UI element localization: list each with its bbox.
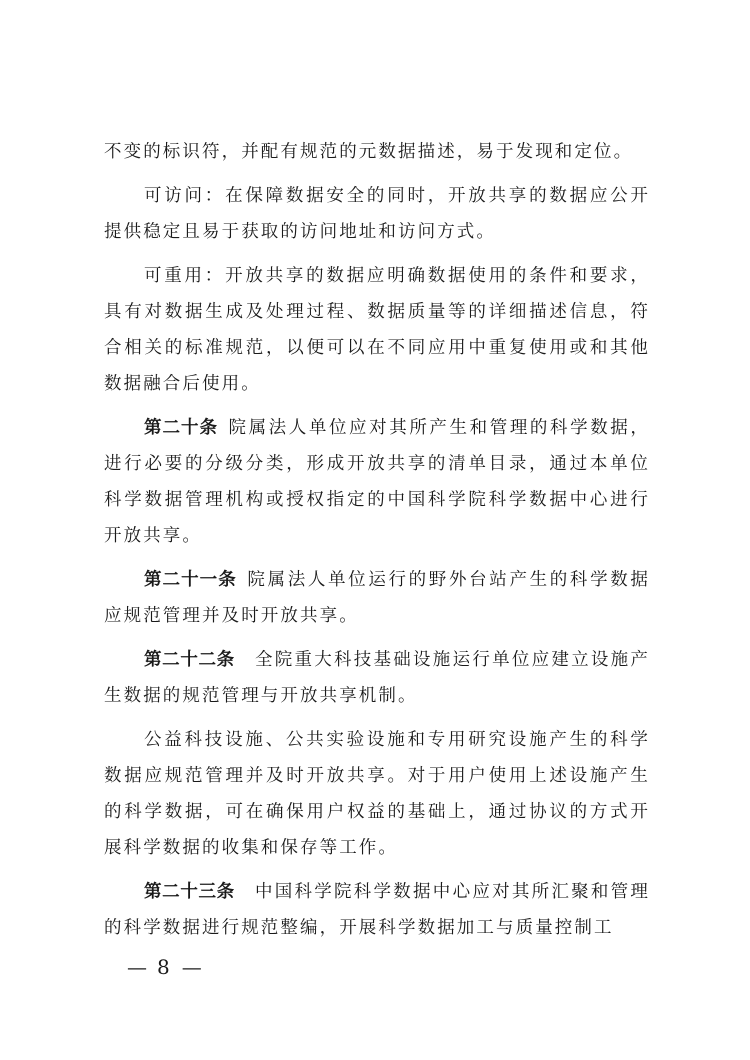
footer-dash-right: — (181, 955, 200, 979)
document-page (104, 134, 650, 954)
paragraph-text: 可重用：开放共享的数据应明确数据使用的条件和要求，具有对数据生成及处理过程、数据质量等的详细描述信息，符合相关的标准规范，以便可以在不同应用中重复使用或和其他数据融合后使用。 (104, 266, 650, 394)
article-21 (104, 562, 650, 634)
paragraph-text: 公益科技设施、公共实验设施和专用研究设施产生的科学数据应规范管理并及时开放共享。对于用户使用上述设施产生的科学数据，可在确保用户权益的基础上，通过协议的方式开展科学数据的收集和保存等工作。 (104, 730, 650, 858)
article-20 (104, 410, 650, 554)
footer-dash-left: — (127, 955, 145, 979)
article-text: 院属法人单位运行的野外台站产生的科学数据应规范管理并及时开放共享。 (104, 570, 651, 626)
paragraph-text: 不变的标识符，并配有规范的元数据描述，易于发现和定位。 (104, 142, 634, 162)
paragraph-reusable (104, 258, 650, 402)
page-number: 8 (157, 955, 170, 979)
article-text: 中国科学院科学数据中心应对其所汇聚和管理的科学数据进行规范整编，开展科学数据加工与质量控制工 (104, 882, 651, 938)
page-footer (127, 952, 200, 982)
article-text: 院属法人单位应对其所产生和管理的科学数据，进行必要的分级分类，形成开放共享的清单目录，通过本单位科学数据管理机构或授权指定的中国科学院科学数据中心进行开放共享。 (104, 418, 650, 546)
paragraph-public-facilities (104, 722, 650, 866)
article-number: 第二十条 (144, 418, 218, 438)
article-23 (104, 874, 650, 946)
article-number: 第二十二条 (144, 650, 235, 670)
article-number: 第二十一条 (144, 570, 237, 590)
article-number: 第二十三条 (144, 882, 235, 902)
paragraph-text: 可访问：在保障数据安全的同时，开放共享的数据应公开提供稳定且易于获取的访问地址和访问方式。 (104, 186, 650, 242)
paragraph-accessible (104, 178, 650, 250)
article-text: 全院重大科技基础设施运行单位应建立设施产生数据的规范管理与开放共享机制。 (104, 650, 651, 706)
paragraph-continuation (104, 134, 650, 170)
article-22 (104, 642, 650, 714)
